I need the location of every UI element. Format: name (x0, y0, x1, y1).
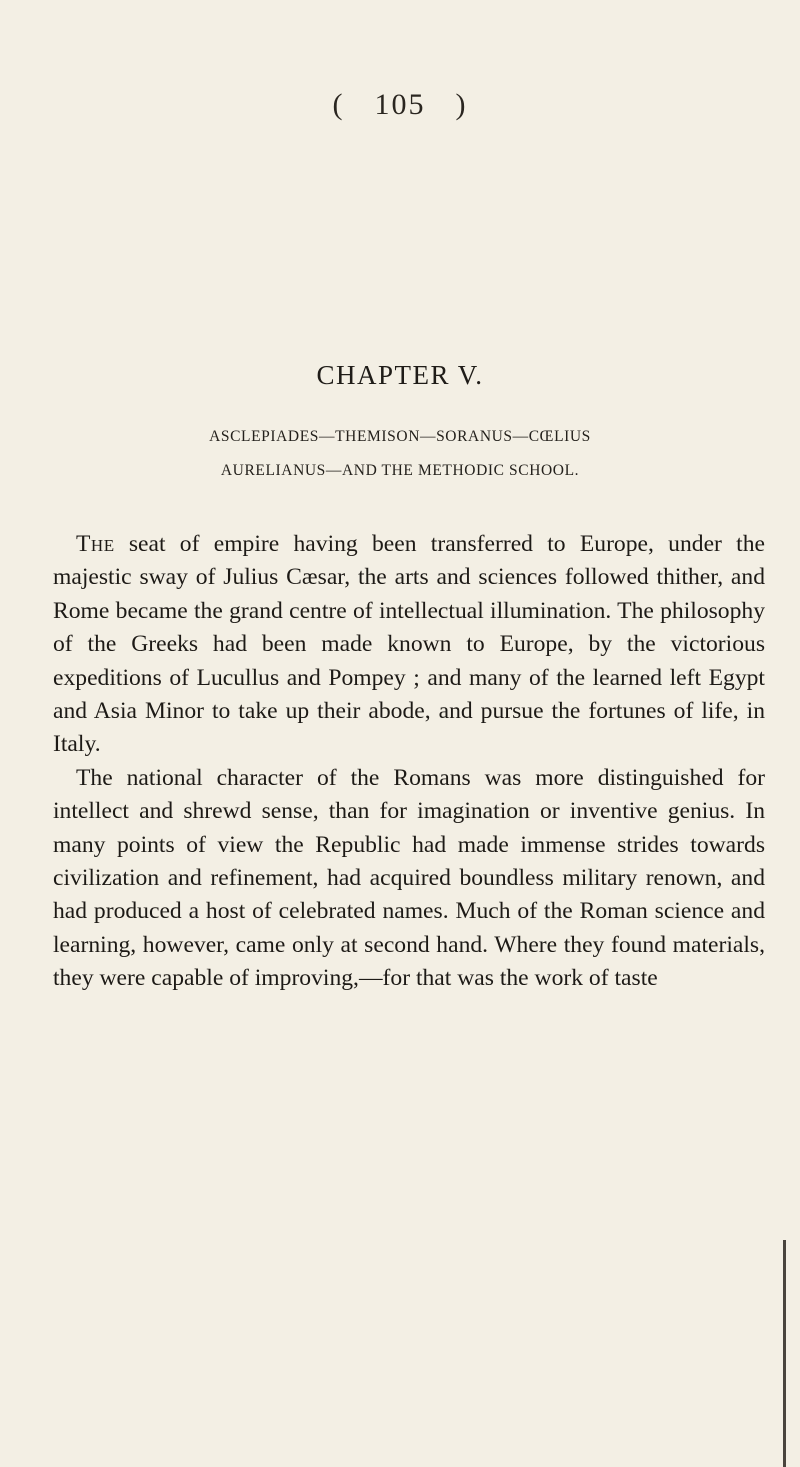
page-number-open-paren: ( (332, 88, 345, 121)
paragraph-2: The national character of the Romans was more distinguished for intellect and shrewd sense, than for imagination or inventive genius. In many points of view the Republic had made immense strides towards civilization and refinement, had acquired boundless military renown, and had produced a host of celebrated names. Much of the Roman science and learning, however, came only at second hand. Where they found materials, they were capable of improving,—for that was the work of taste (53, 764, 765, 992)
paragraph-1 (53, 528, 765, 762)
chapter-subtitle-line-2: AURELIANUS—AND THE METHODIC SCHOOL. (220, 462, 580, 479)
paragraph-1-text: seat of empire having been transferred to Europe, under the majestic sway of Julius Cæsar, the arts and sciences followed thither, and Rome became the grand centre of intellectual illumination. The philosophy of the Greeks had been made known to Europe, by the victorious expeditions of Lucullus and Pompey ; and many of the learned left Egypt and Asia Minor to take up their abode, and pursue the fortunes of life, in Italy. (53, 531, 765, 758)
page-edge-shadow (783, 1240, 786, 1467)
page-number (0, 88, 800, 122)
page-number-value: 105 (374, 88, 426, 121)
chapter-subtitle-line-1: ASCLEPIADES—THEMISON—SORANUS—CŒLIUS (209, 428, 591, 445)
chapter-title: CHAPTER V. (316, 360, 484, 390)
paragraph-1-first-word: The (76, 531, 115, 557)
page-number-close-paren: ) (455, 88, 468, 121)
chapter-subtitle (0, 420, 800, 488)
body-text (53, 528, 765, 996)
